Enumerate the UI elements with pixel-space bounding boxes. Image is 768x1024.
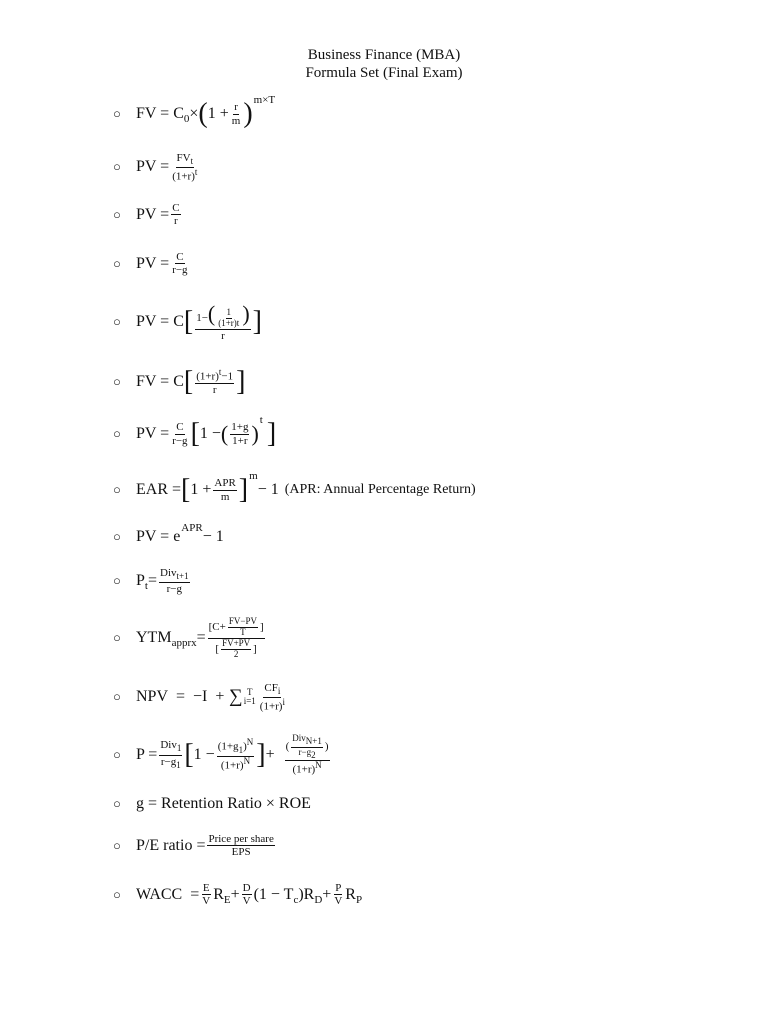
bullet-icon: ○ <box>113 374 121 389</box>
formula-fv-annuity: ○ FV = C [ $\frac{(1+r)^t-1}{r}$ ] <box>113 366 246 397</box>
bullet-icon: ○ <box>113 482 121 497</box>
formula-pv-single: ○ PV = $\frac{FV_t}{(1+r)^t}$ <box>113 152 198 183</box>
formula-pe-ratio: ○ P/E ratio = $\frac{\text{Price per share}}{\text{EPS}}$ <box>113 833 274 859</box>
formula-ytm-approx: ○ YTM apprx = [C+ $\frac{FV-PV}{T}$ ] [ $\frac{FV+PV}{2}$ ] <box>113 616 264 659</box>
bullet-icon: ○ <box>113 426 121 441</box>
formula-two-stage-dividend: ○ P = $\frac{Div_1}{r-g_1}$ [ 1 − $\frac{(1+g_1)^N}{(1+r)^N}$ ] + ( $\frac{Div_{N+1}}{r-g_2}$ ) $(1+r)^N$ <box>113 733 329 777</box>
bullet-icon: ○ <box>113 255 121 271</box>
bullet-icon: ○ <box>113 206 121 222</box>
formula-ear: ○ EAR = [ 1 + $\frac{\text{APR}}{m}$ ] m − 1 (APR: Annual Percentage Return) <box>113 470 476 505</box>
growth-text: g = Retention Ratio × ROE <box>136 795 311 812</box>
bullet-icon: ○ <box>113 630 121 646</box>
bullet-icon: ○ <box>113 886 121 902</box>
ear-note: (APR: Annual Percentage Return) <box>284 482 476 497</box>
bullet-icon: ○ <box>113 529 121 544</box>
bullet-icon: ○ <box>113 314 121 330</box>
formula-growth <box>113 795 713 813</box>
formula-pv-perpetuity: ○ PV = $\frac{C}{r}$ <box>113 202 180 228</box>
bullet-icon: ○ <box>113 689 121 705</box>
bullet-icon: ○ <box>113 573 121 589</box>
doc-title-line1: Business Finance (MBA) <box>307 47 461 63</box>
formula-pv-annuity: ○ PV = C [ 1−( $\frac{1}{(1+r)t}$ ) r ] <box>113 301 262 342</box>
formula-wacc: ○ WACC = $\frac{E}{V}$ R E + $\frac{D}{V}$ (1 − T c )R D + $\frac{P}{V}$ R P <box>113 882 363 908</box>
bullet-icon: ○ <box>113 747 121 763</box>
bullet-icon: ○ <box>113 796 121 811</box>
formula-pv-growing-annuity: ○ PV = $\frac{C}{r-g}$ [ 1 − ( $\frac{1+g}{1+r}$ ) t ] <box>113 414 277 449</box>
bullet-icon: ○ <box>113 106 121 121</box>
formula-npv: ○ NPV = −I + ∑ T i=1 $\frac{CF_i}{(1+r)^i}$ <box>113 682 285 713</box>
doc-title-line2: Formula Set (Final Exam) <box>305 65 463 81</box>
formula-pv-continuous: ○ PV = e APR − 1 <box>113 522 224 545</box>
bullet-icon: ○ <box>113 159 121 175</box>
formula-fv-compound: ○ FV = C 0 × ( 1 + $\frac{r}{m}$ ) m×T <box>113 94 276 129</box>
formula-pv-growing-perpetuity: ○ PV = $\frac{C}{r-g}$ <box>113 251 188 277</box>
formula-price-dividend: ○ P t = $\frac{Div_{t+1}}{r-g}$ <box>113 567 189 596</box>
bullet-icon: ○ <box>113 837 121 853</box>
